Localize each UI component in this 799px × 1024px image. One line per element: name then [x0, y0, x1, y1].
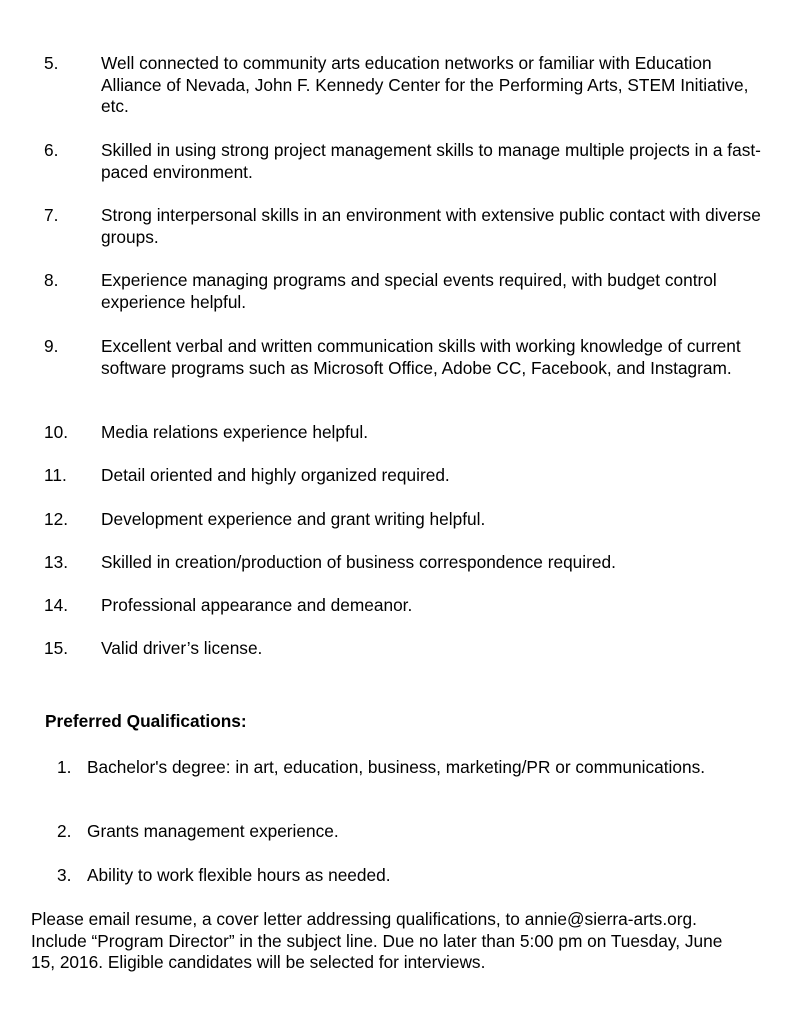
item-number: 13.: [44, 552, 69, 572]
item-number: 9.: [44, 336, 59, 356]
item-number: 8.: [44, 270, 59, 290]
item-number: 2.: [57, 821, 72, 841]
item-number: 15.: [44, 638, 69, 658]
item-number: 6.: [44, 140, 59, 160]
item-text: Excellent verbal and written communication skills with working knowledge of current software programs such as Microsoft Office, Adobe CC, Facebook, and Instagram.: [101, 336, 741, 378]
item-text: Development experience and grant writing helpful.: [101, 509, 486, 529]
item-number: 11.: [44, 465, 67, 485]
item-number: 14.: [44, 595, 69, 615]
item-number: 12.: [44, 509, 69, 529]
item-text: Valid driver’s license.: [101, 638, 263, 658]
item-text: Ability to work flexible hours as needed.: [87, 865, 391, 885]
item-number: 1.: [57, 757, 72, 777]
item-text: Skilled in using strong project management skills to manage multiple projects in a fast-paced environment.: [101, 140, 761, 182]
closing-paragraph: Please email resume, a cover letter addressing qualifications, to annie@sierra-arts.org. Include “Program Director” in the subject line. Due no later than 5:00 pm on Tuesday, June 15, 2016. Eligible candidates will be selected for interviews.: [31, 909, 723, 972]
item-text: Professional appearance and demeanor.: [101, 595, 413, 615]
preferred-qualifications-heading: Preferred Qualifications:: [45, 711, 247, 731]
item-number: 7.: [44, 205, 59, 225]
item-text: Strong interpersonal skills in an environment with extensive public contact with diverse groups.: [101, 205, 761, 247]
item-text: Detail oriented and highly organized required.: [101, 465, 450, 485]
item-number: 3.: [57, 865, 72, 885]
item-text: Experience managing programs and special events required, with budget control experience helpful.: [101, 270, 717, 312]
item-text: Well connected to community arts education networks or familiar with Education Alliance of Nevada, John F. Kennedy Center for the Performing Arts, STEM Initiative, etc.: [101, 53, 749, 116]
item-text: Bachelor's degree: in art, education, business, marketing/PR or communications.: [87, 757, 706, 777]
item-text: Media relations experience helpful.: [101, 422, 369, 442]
item-text: Grants management experience.: [87, 821, 339, 841]
item-number: 5.: [44, 53, 59, 73]
item-number: 10.: [44, 422, 69, 442]
item-text: Skilled in creation/production of business correspondence required.: [101, 552, 616, 572]
